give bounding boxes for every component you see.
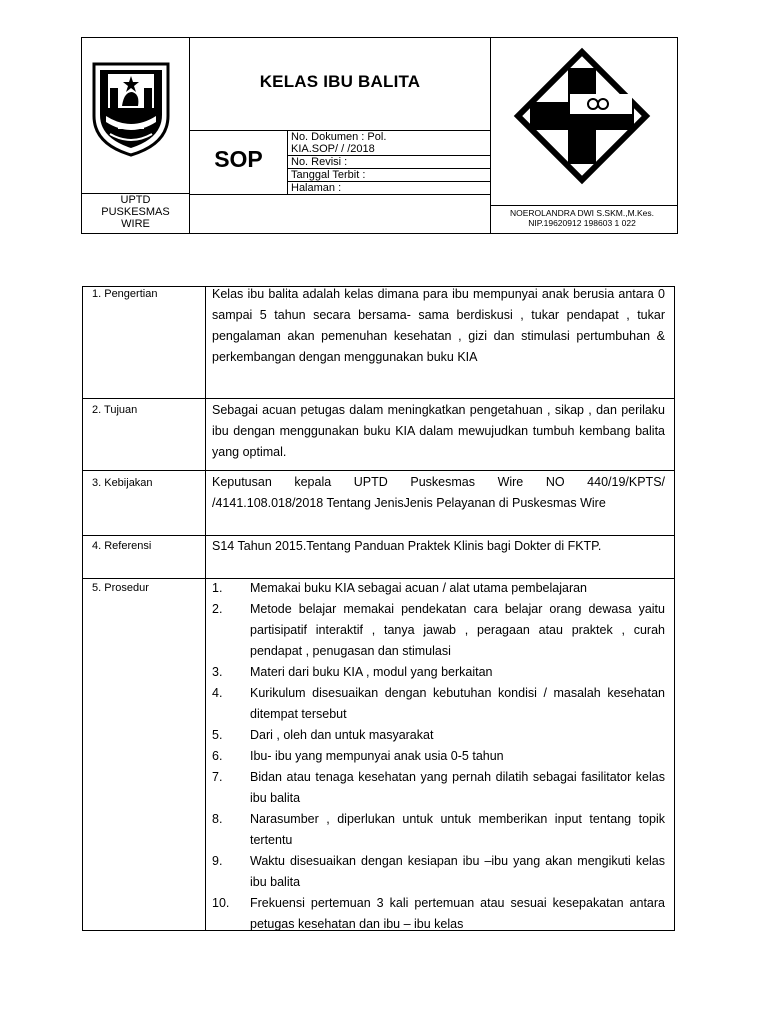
section-text-tujuan: Sebagai acuan petugas dalam meningkatkan pengetahuan , sikap , dan perilaku ibu dengan menggunakan buku KIA dalam mewujudkan tumbuh kembang balita yang optimal. [212,403,665,459]
procedure-step: 5. Dari , oleh dan untuk masyarakat [212,728,434,742]
revision-label: No. Revisi : [291,156,348,168]
section-label-referensi: 4. Referensi [92,540,152,552]
document-number-label: No. Dokumen : Pol. [291,131,387,143]
section-text-referensi: S14 Tahun 2015.Tentang Panduan Praktek Klinis bagi Dokter di FKTP. [212,539,602,553]
document-number-value: KIA.SOP/ / /2018 [291,143,375,155]
section-label-pengertian: 1. Pengertian [92,288,158,300]
publish-date-label: Tanggal Terbit : [291,169,366,181]
procedure-step: 2. Metode belajar memakai pendekatan cara belajar orang dewasa yaitu partisipatif interaktif , tanya jawab , peragaan atau praktek , curah pendapat , penugasan dan stimulasi [212,602,665,658]
procedure-step: 4. Kurikulum disesuaikan dengan kebutuhan kondisi / masalah kesehatan ditempat tersebut [212,686,665,721]
signer-nip: NIP.19620912 198603 1 022 [528,218,636,228]
procedure-step: 6. Ibu- ibu yang mempunyai anak usia 0-5 tahun [212,749,504,763]
organization-name [82,194,189,230]
page-label: Halaman : [291,182,342,194]
organization-line-2: PUSKESMAS [101,206,170,218]
procedure-step: 10. Frekuensi pertemuan 3 kali pertemuan atau sesuai kesepakatan antara petugas kesehatan dan ibu – ibu kelas [212,896,665,931]
section-label-tujuan: 2. Tujuan [92,404,138,416]
section-text-kebijakan: Keputusan kepala UPTD Puskesmas Wire NO 440/19/KPTS/ /4141.108.018/2018 Tentang JenisJenis Pelayanan di Puskesmas Wire [212,475,665,510]
signer-name: NOEROLANDRA DWI S.SKM.,M.Kes. [509,208,655,218]
procedure-step: 3. Materi dari buku KIA , modul yang berkaitan [212,665,493,679]
puskesmas-cross-icon [512,46,652,186]
section-label-kebijakan: 3. Kebijakan [92,477,153,489]
section-text-pengertian: Kelas ibu balita adalah kelas dimana para ibu mempunyai anak berusia antara 0 sampai 5 tahun secara bersama- sama berdiskusi , tukar pendapat , tukar pengalaman akan pemenuhan kesehatan , gizi dan stimulasi pertumbuhan & perkembangan dengan menggunakan buku KIA [212,287,665,364]
document-title: KELAS IBU BALITA [259,72,421,91]
sop-label: SOP [214,146,263,172]
regional-emblem-icon [88,58,174,158]
procedure-step: 1. Memakai buku KIA sebagai acuan / alat utama pembelajaran [212,581,588,595]
procedure-steps [212,578,665,935]
procedure-step: 9. Waktu disesuaikan dengan kesiapan ibu –ibu yang akan mengikuti kelas ibu balita [212,854,665,889]
section-label-prosedur: 5. Prosedur [92,582,149,594]
procedure-step: 7. Bidan atau tenaga kesehatan yang pernah dilatih sebagai fasilitator kelas ibu balita [212,770,665,805]
procedure-step: 8. Narasumber , diperlukan untuk untuk memberikan input tentang topik tertentu [212,812,665,847]
organization-line-1: UPTD [120,194,151,206]
organization-line-3: WIRE [121,218,150,230]
